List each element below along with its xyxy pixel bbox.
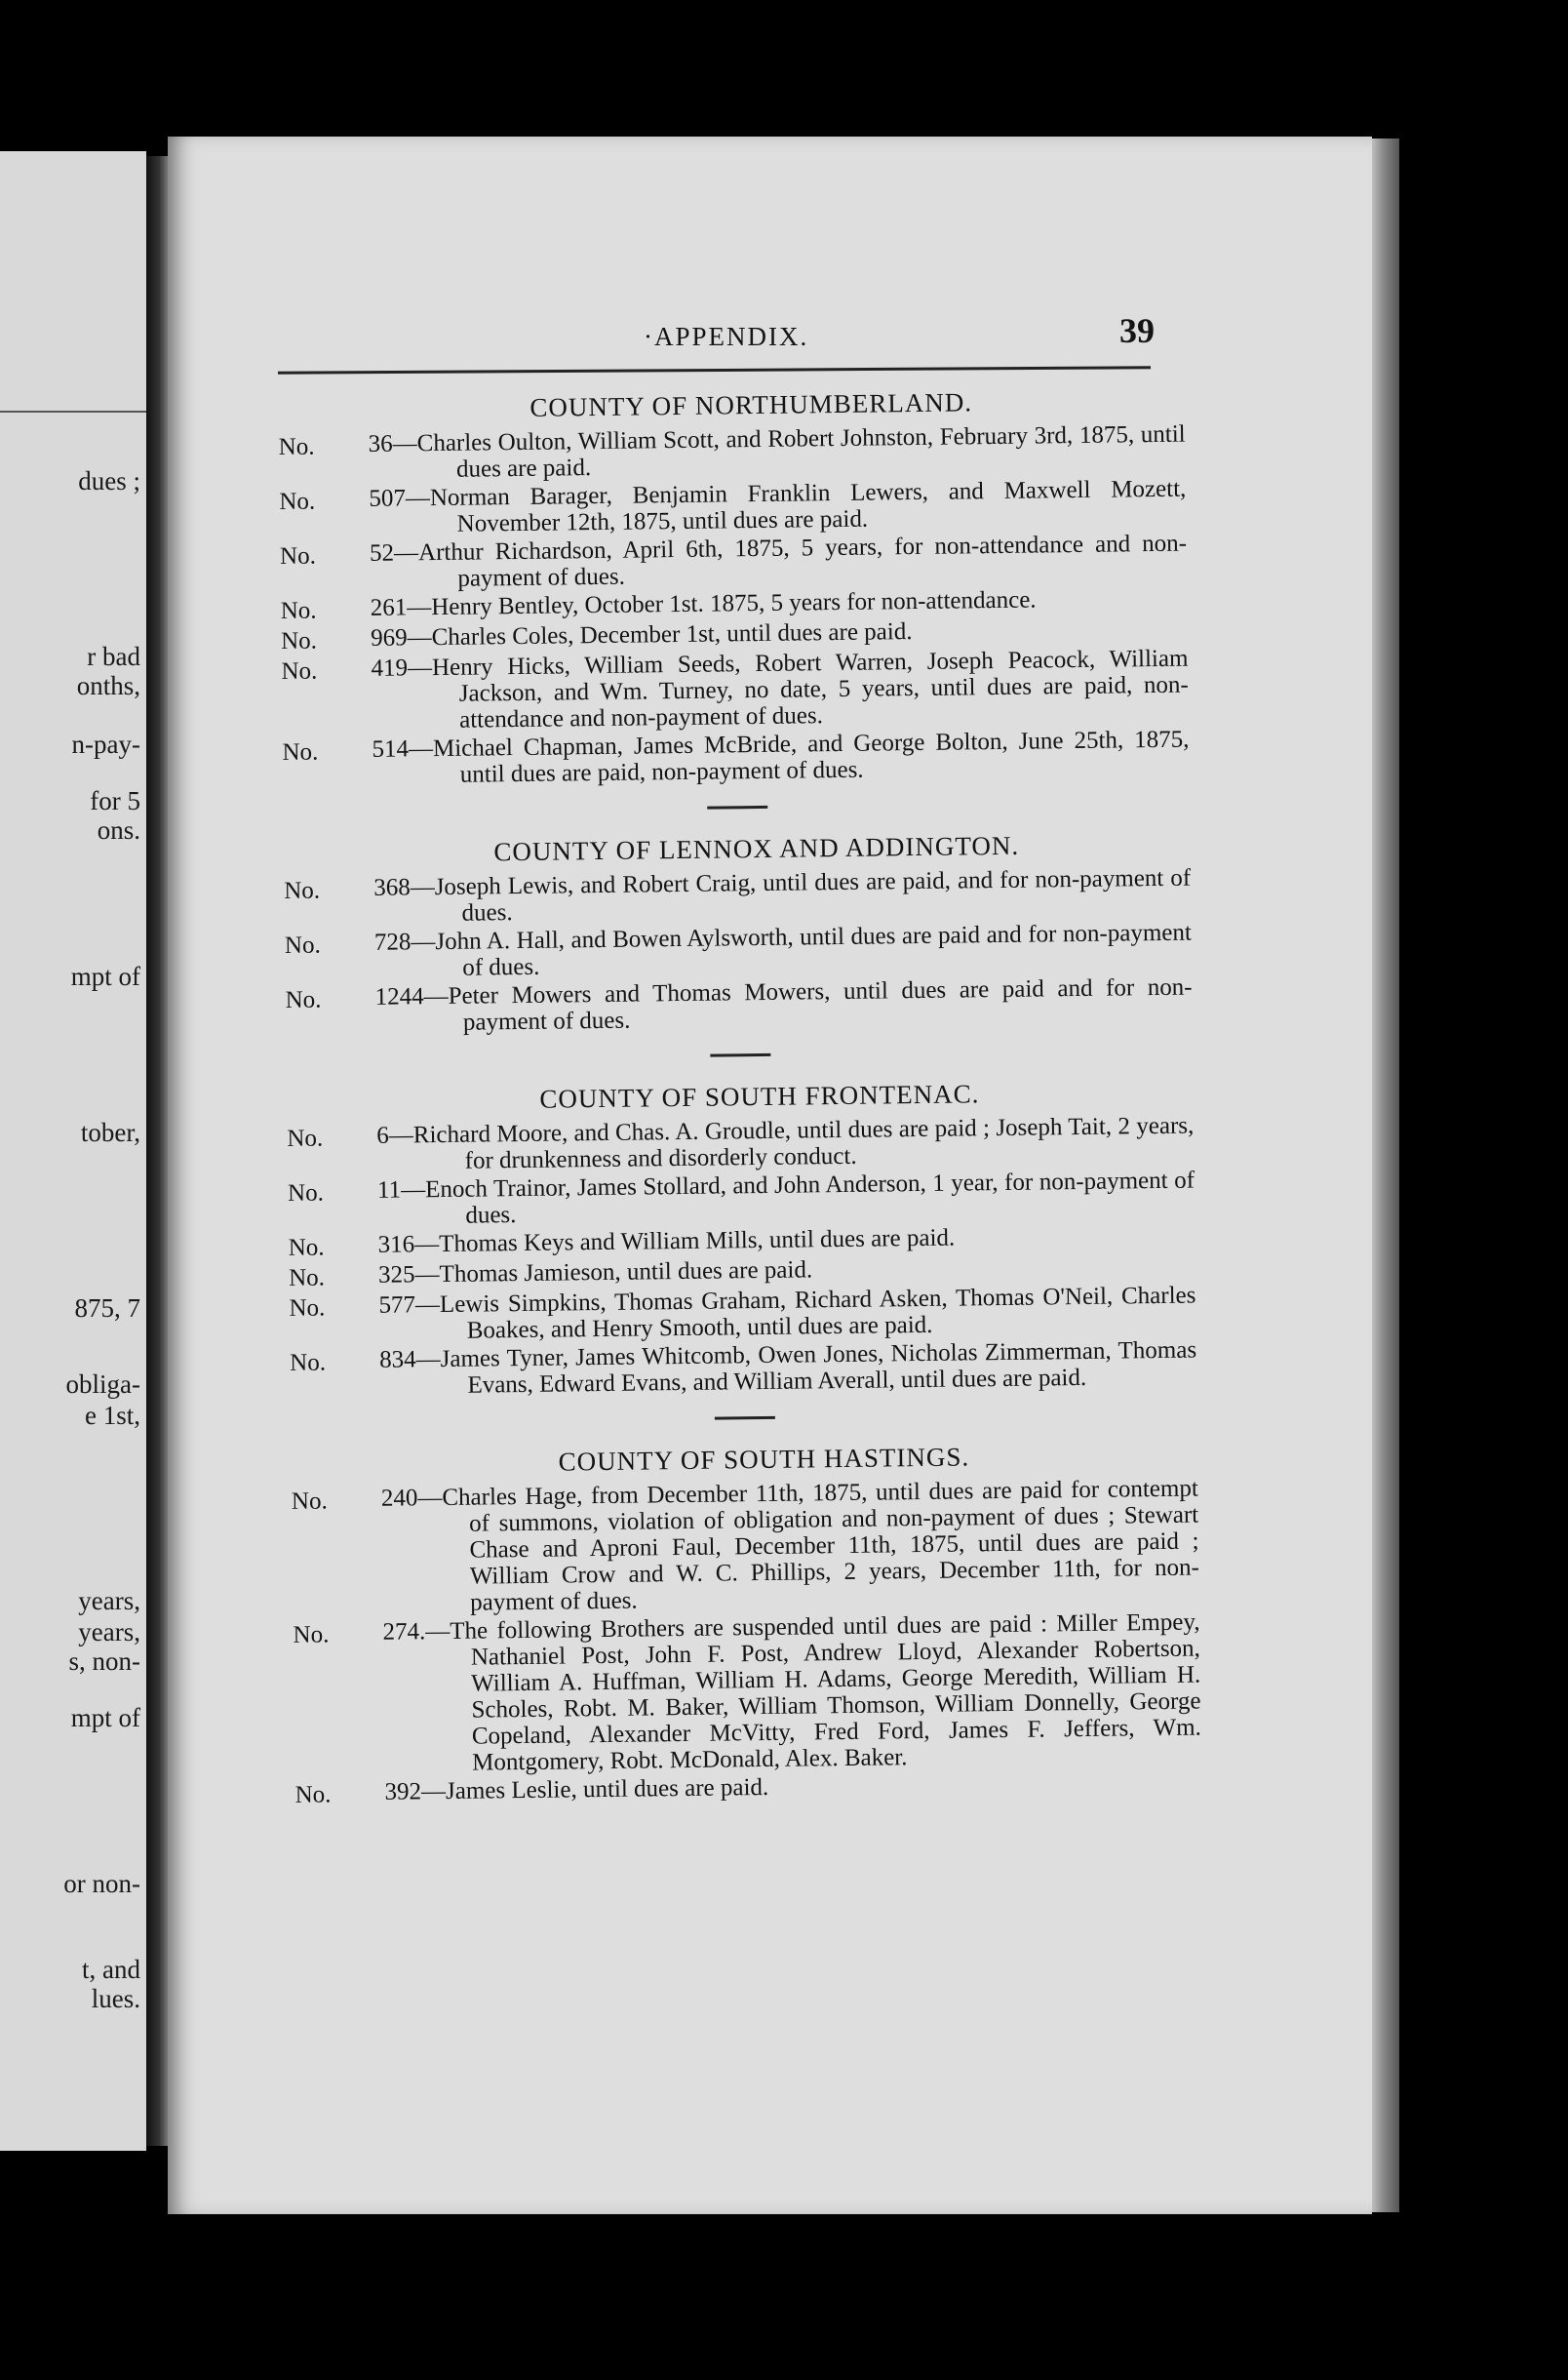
entry-text: 368—Joseph Lewis, and Robert Craig, until dues are paid, and for non-payment of dues.: [373, 864, 1192, 927]
lodge-entry: [285, 920, 1193, 983]
left-page-fragment: s, non-: [68, 1646, 140, 1676]
book-spine: [146, 156, 168, 2146]
entry-no-label: No.: [278, 433, 315, 460]
entry-no-label: No.: [291, 1488, 328, 1515]
lodge-entry: [281, 646, 1189, 735]
suspension-list: [278, 379, 1202, 1814]
entry-no-label: No.: [294, 1781, 332, 1808]
entry-no-label: No.: [282, 738, 319, 766]
entry-text: 419—Henry Hicks, William Seeds, Robert Warren, Joseph Peacock, William Jackson, and Wm. Turney, no date, 5 years, until dues are paid, non-attendance and non-payment of dues.: [371, 645, 1189, 734]
left-page-fragment: dues ;: [78, 466, 140, 496]
entry-text: 6—Richard Moore, and Chas. A. Groudle, until dues are paid ; Joseph Tait, 2 years, for drunkenness and disorderly conduct.: [376, 1112, 1195, 1174]
lodge-entry: [282, 727, 1190, 790]
lodge-entry: [290, 1337, 1197, 1401]
entry-text: 577—Lewis Simpkins, Thomas Graham, Richard Asken, Thomas O'Neil, Charles Boakes, and Henry Smooth, until dues are paid.: [378, 1282, 1196, 1344]
left-page-fragment: n-pay-: [71, 730, 140, 759]
county-section: [291, 1440, 1201, 1808]
section-separator: [715, 1416, 775, 1420]
left-page-fragment: 875, 7: [74, 1293, 140, 1323]
entry-text: 36—Charles Oulton, William Scott, and Robert Johnston, February 3rd, 1875, until dues are paid.: [368, 420, 1186, 483]
county-heading: COUNTY OF SOUTH HASTINGS.: [558, 1442, 970, 1477]
section-separator: [707, 806, 767, 810]
entry-no-label: No.: [280, 597, 317, 624]
entry-no-label: No.: [293, 1621, 330, 1648]
entry-text: 274.—The following Brothers are suspended until dues are paid : Miller Empey, Nathaniel Post, John F. Post, Andrew Lloyd, Alexander Robertson, William A. Huffman, William H. Adams, George Meredith, William H. Scholes, Robt. M. Baker, William Thomson, William Donnelly, George Copeland, Alexander McVitty, Fred Ford, James F. Jeffers, Wm. Montgomery, Robt. McDonald, Alex. Baker.: [382, 1608, 1201, 1776]
entry-no-label: No.: [279, 488, 316, 515]
left-page-fragment: mpt of: [70, 962, 140, 991]
county-section: [278, 385, 1190, 790]
entry-no-label: No.: [289, 1294, 326, 1322]
lodge-entry: [287, 1113, 1195, 1176]
left-page: [0, 151, 146, 2151]
section-separator: [710, 1053, 770, 1057]
left-page-fragment: lues.: [91, 1984, 140, 2013]
entry-text: 728—John A. Hall, and Bowen Aylsworth, until dues are paid and for non-payment of dues.: [373, 919, 1193, 981]
entry-no-label: No.: [281, 657, 318, 685]
county-heading: COUNTY OF NORTHUMBERLAND.: [529, 387, 973, 422]
entry-no-label: No.: [284, 932, 321, 959]
entry-text: 52—Arthur Richardson, April 6th, 1875, 5 years, for non-attendance and non-payment of dues.: [369, 530, 1188, 592]
entry-text: 507—Norman Barager, Benjamin Franklin Lewers, and Maxwell Mozett, November 12th, 1875, until dues are paid.: [369, 475, 1187, 537]
entry-no-label: No.: [288, 1234, 325, 1261]
entry-text: 514—Michael Chapman, James McBride, and George Bolton, June 25th, 1875, until dues are paid, non-payment of dues.: [372, 726, 1190, 788]
entry-no-label: No.: [280, 627, 318, 654]
page-edge: [1372, 139, 1399, 2212]
entry-text: 392—James Leslie, until dues are paid.: [384, 1773, 769, 1805]
entry-text: 11—Enoch Trainor, James Stollard, and John Anderson, 1 year, for non-payment of dues.: [376, 1167, 1196, 1229]
entry-no-label: No.: [287, 1125, 324, 1152]
entry-no-label: No.: [288, 1264, 326, 1291]
left-page-fragment: e 1st,: [85, 1401, 140, 1430]
left-page-rule: [0, 411, 146, 413]
entry-text: 240—Charles Hage, from December 11th, 1875, until dues are paid for contempt of summons, violation of obligation and non-payment of dues ; Stewart Chase and Aproni Faul, December 11th, 1875, until dues are paid ; William Crow and W. C. Phillips, 2 years, December 11th, for non-payment of dues.: [380, 1475, 1199, 1616]
lodge-entry: [293, 1609, 1201, 1778]
entry-text: 325—Thomas Jamieson, until dues are paid.: [377, 1256, 813, 1289]
entry-no-label: No.: [287, 1179, 325, 1207]
entry-no-label: No.: [285, 986, 322, 1013]
entry-text: 261—Henry Bentley, October 1st. 1875, 5 years for non-attendance.: [370, 586, 1037, 621]
left-page-fragment: t, and: [82, 1955, 140, 1984]
lodge-entry: [285, 974, 1193, 1038]
running-header: ·APPENDIX.: [644, 322, 809, 351]
left-page-fragment: r bad: [87, 642, 140, 671]
entry-no-label: No.: [284, 877, 321, 904]
county-section: [287, 1077, 1197, 1401]
lodge-entry: [280, 531, 1188, 594]
page-number: 39: [1119, 311, 1155, 350]
left-page-fragment: obliga-: [65, 1369, 140, 1399]
lodge-entry: [288, 1168, 1196, 1231]
entry-text: 1244—Peter Mowers and Thomas Mowers, until dues are paid and for non-payment of dues.: [374, 973, 1193, 1036]
county-heading: COUNTY OF SOUTH FRONTENAC.: [539, 1079, 980, 1114]
entry-text: 834—James Tyner, James Whitcomb, Owen Jones, Nicholas Zimmerman, Thomas Evans, Edward Evans, and William Averall, until dues are paid.: [378, 1336, 1197, 1399]
county-heading: COUNTY OF LENNOX AND ADDINGTON.: [493, 830, 1020, 867]
left-page-fragment: tober,: [80, 1118, 140, 1147]
left-page-fragment: ons.: [97, 815, 140, 845]
lodge-entry: [279, 476, 1187, 539]
entry-no-label: No.: [279, 542, 317, 570]
county-section: [284, 829, 1193, 1038]
entry-text: 969—Charles Coles, December 1st, until dues are paid.: [370, 618, 913, 652]
lodge-entry: [279, 421, 1187, 485]
left-page-fragment: or non-: [63, 1869, 140, 1898]
lodge-entry: [284, 865, 1192, 929]
left-page-fragment: years,: [78, 1617, 140, 1646]
lodge-entry: [292, 1476, 1200, 1618]
left-page-fragment: mpt of: [70, 1703, 140, 1732]
left-page-fragment: for 5: [90, 786, 140, 815]
left-page-fragment: years,: [78, 1586, 140, 1615]
lodge-entry: [289, 1283, 1196, 1346]
entry-text: 316—Thomas Keys and William Mills, until dues are paid.: [377, 1224, 956, 1258]
left-page-fragment: onths,: [76, 671, 140, 700]
entry-no-label: No.: [290, 1349, 327, 1376]
